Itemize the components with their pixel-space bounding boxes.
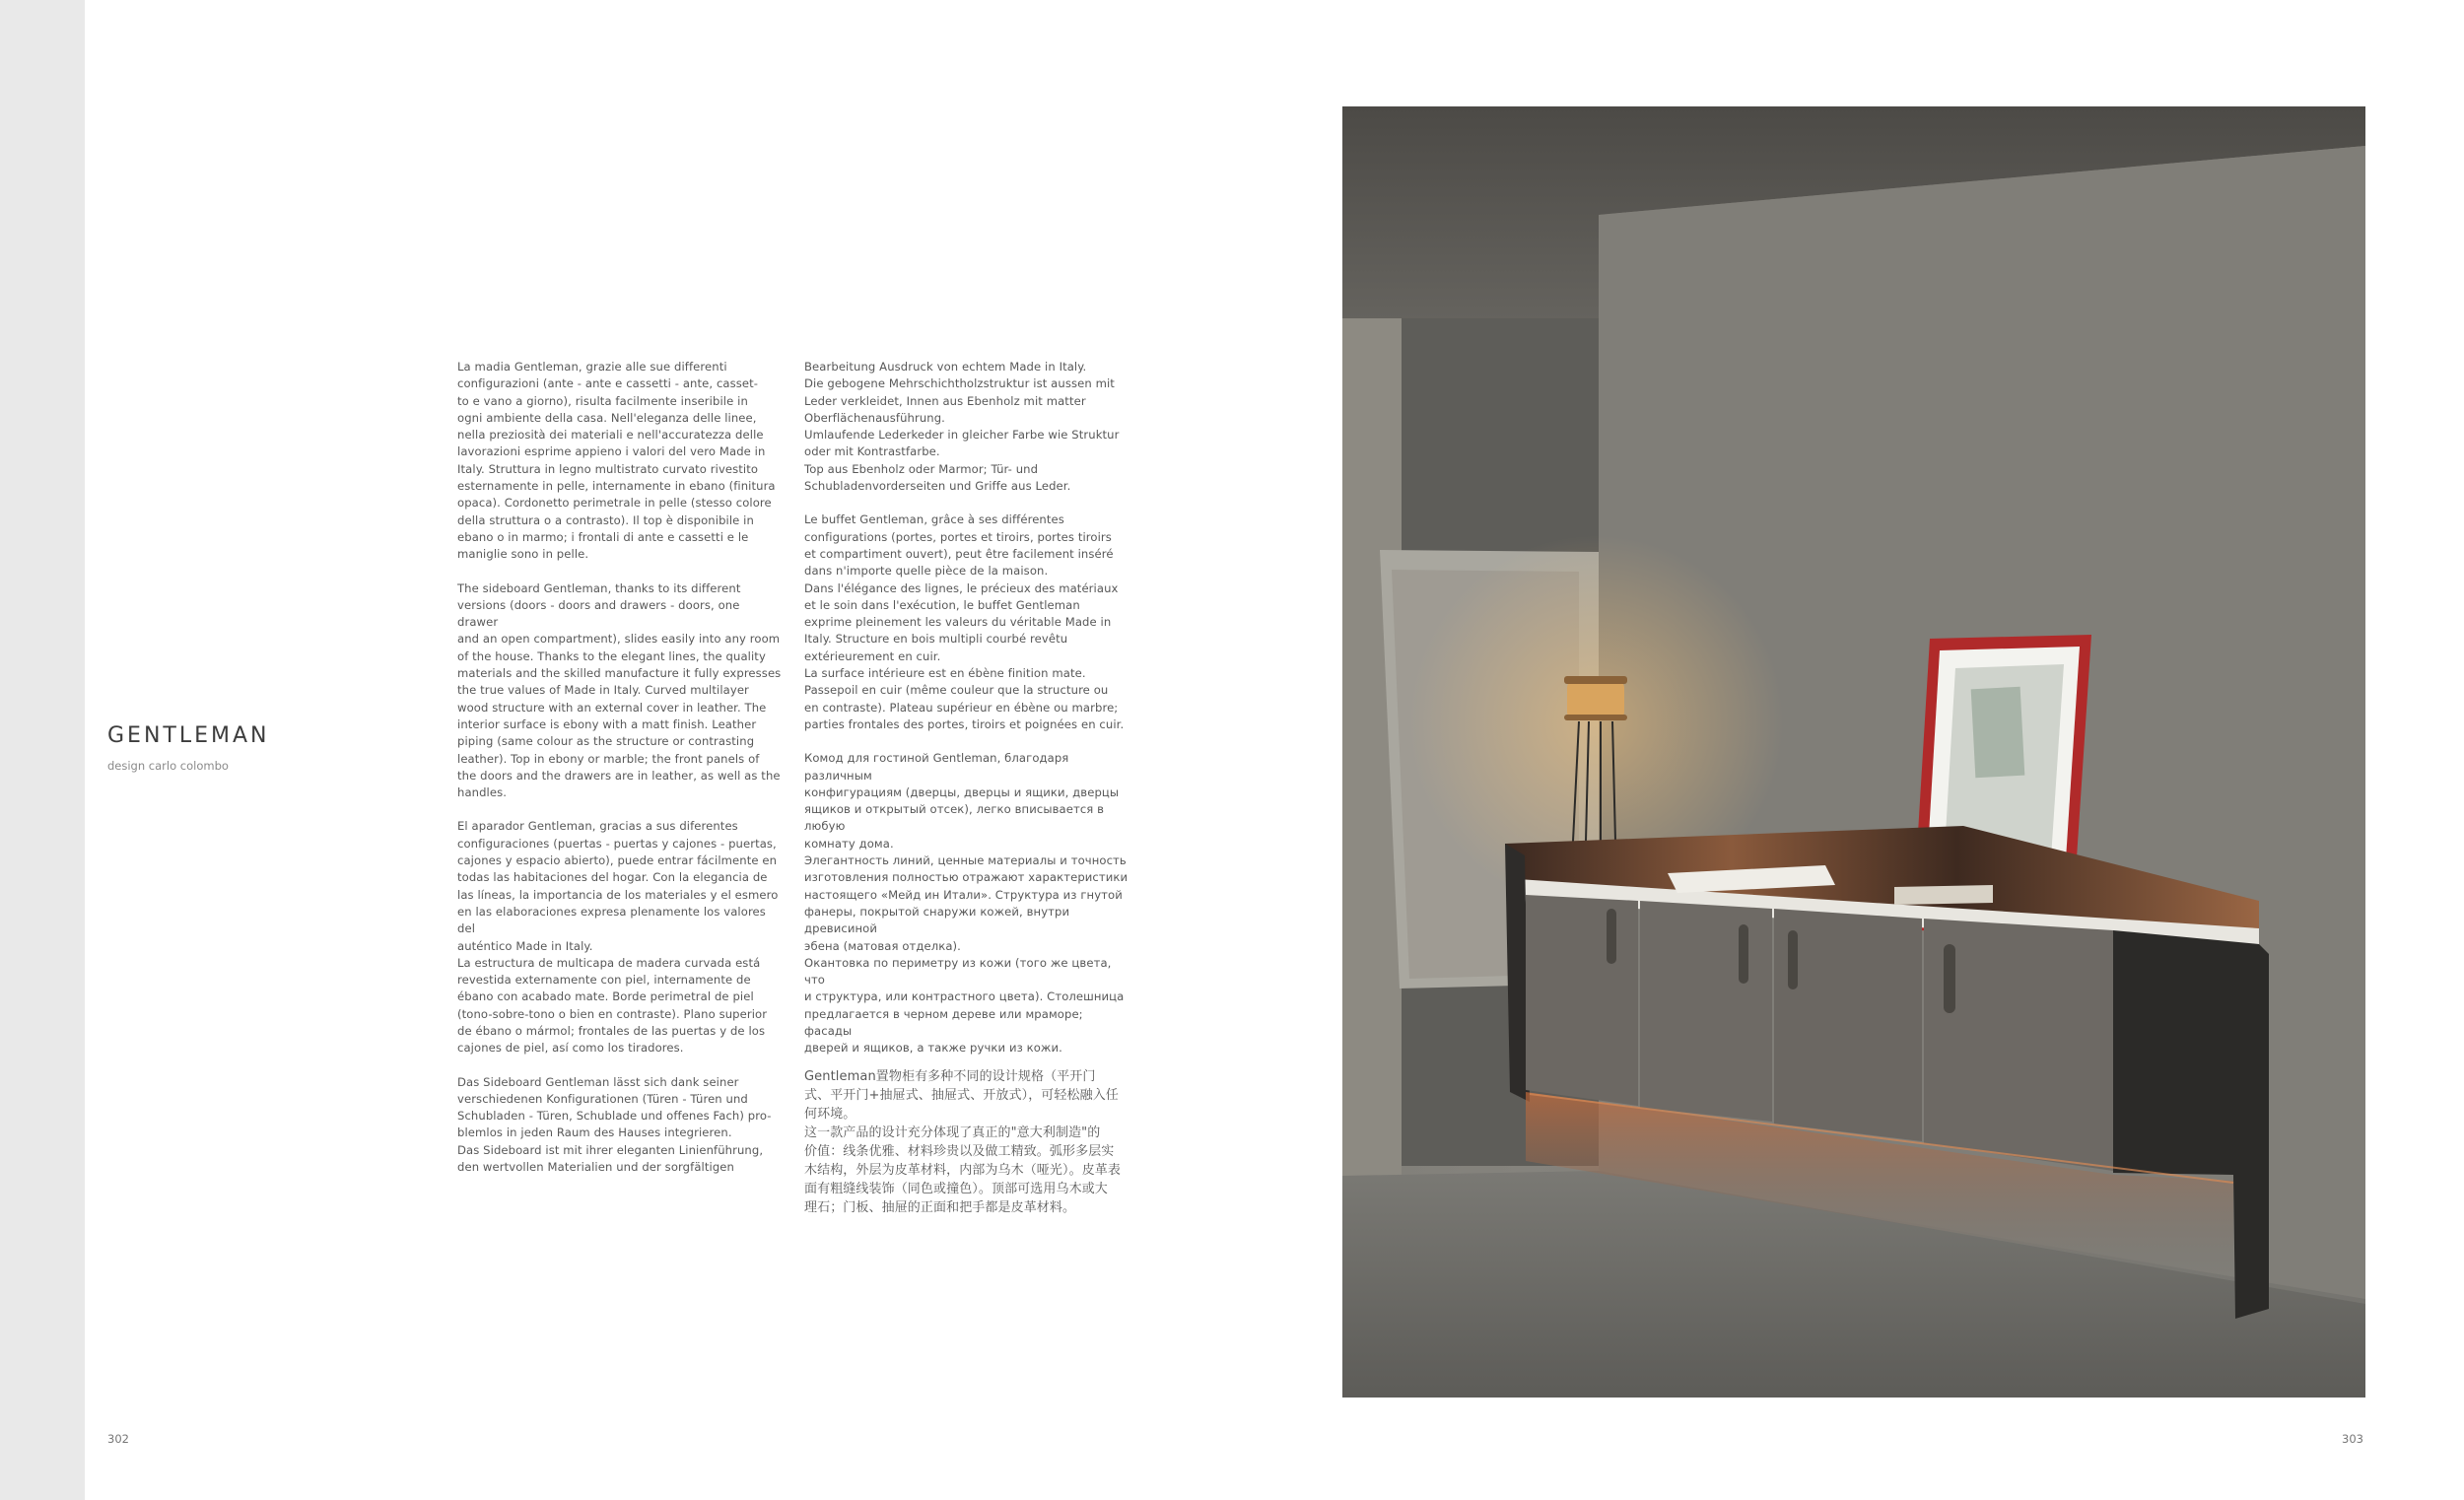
page-number-left: 302	[107, 1432, 129, 1446]
spanish-paragraph: El aparador Gentleman, gracias a sus diferentes configuraciones (puertas - puertas y cajones - puertas, cajones y espacio abierto), puede entrar fácilmente en todas las habitaciones del hogar. Con la elegancia de las líneas, la importancia de los materiales y el esmero en las elaboraciones expresa plenamente los valores del auténtico Made in Italy. La estructura de multicapa de madera curvada está revestida externamente con piel, internamente de ébano con acabado mate. Borde perimetral de piel (tono-sobre-tono o bien en contraste). Plano superior de ébano o mármol; frontales de las puertas y de los cajones de piel, así como los tiradores.	[457, 819, 779, 1056]
designer-credit: design carlo colombo	[107, 759, 229, 773]
german-paragraph-end: Bearbeitung Ausdruck von echtem Made in Italy. Die gebogene Mehrschichtholzstruktur ist aussen mit Leder verkleidet, Innen aus Ebenholz mit matter Oberflächenausführung. Umlaufende Lederkeder in gleicher Farbe wie Struktur oder mit Kontrastfarbe. Top aus Ebenholz oder Marmor; Tür- und Schubladenvorderseiten und Griffe aus Leder.	[804, 360, 1120, 494]
page-number-right: 303	[2342, 1432, 2363, 1446]
russian-paragraph: Комод для гостиной Gentleman, благодаря различным конфигурациям (дверцы, дверцы и ящики, дверцы ящиков и открытый отсек), легко вписывается в любую комнату дома. Элегантность линий, ценные материалы и точность изготовления полностью отражают характеристики настоящего «Мейд ин Итали». Структура из гнутой фанеры, покрытой снаружи кожей, внутри древисиной эбена (матовая отделка). Окантовка по периметру из кожи (того же цвета, что и структура, или контрастного цвета). Столешница предлагается в черном дереве или мраморе; фасады дверей и ящиков, а также ручки из кожи.	[804, 751, 1129, 1056]
text-column-left	[457, 359, 783, 1193]
text-column-right	[804, 359, 1129, 1234]
lamp-icon	[1567, 680, 1624, 719]
french-paragraph: Le buffet Gentleman, grâce à ses différentes configurations (portes, portes et tiroirs, portes tiroirs et compartiment ouvert), peut être facilement inséré dans n'importe quelle pièce de la maison. Dans l'élégance des lignes, le précieux des matériaux et le soin dans l'exécution, le buffet Gentleman exprime pleinement les valeurs du véritable Made in Italy. Structure en bois multipli courbé revêtu extérieurement en cuir. La surface intérieure est en ébène finition mate. Passepoil en cuir (même couleur que la structure ou en contraste). Plateau supérieur en ébène ou marbre; parties frontales des portes, tiroirs et poignées en cuir.	[804, 512, 1125, 731]
product-title: GENTLEMAN	[107, 723, 270, 748]
german-paragraph-start: Das Sideboard Gentleman lässt sich dank seiner verschiedenen Konfigurationen (Türen - Türen und Schubladen - Türen, Schublade und offenes Fach) pro- blemlos in jeden Raum des Hauses integrieren. Das Sideboard ist mit ihrer eleganten Linienführung, den wertvollen Materialien und der sorgfältigen	[457, 1074, 772, 1175]
page-gutter	[0, 0, 85, 1500]
chinese-paragraph: Gentleman置物柜有多种不同的设计规格（平开门 式、平开门+抽屉式、抽屉式、开放式），可轻松融入任 何环境。 这一款产品的设计充分体现了真正的"意大利制造"的 价值：线条优雅、材料珍贵以及做工精致。弧形多层实 木结构，外层为皮革材料，内部为乌木（哑光）。皮革表 面有粗缝线装饰（同色或撞色）。顶部可选用乌木或大 理石；门板、抽屉的正面和把手都是皮革材料。	[804, 1068, 1122, 1215]
sideboard-room-photo	[1342, 106, 2365, 1398]
italian-paragraph: La madia Gentleman, grazie alle sue differenti configurazioni (ante - ante e cassetti - ante, casset- to e vano a giorno), risulta facilmente inseribile in ogni ambiente della casa. Nell'eleganza delle linee, nella preziosità dei materiali e nell'accuratezza delle lavorazioni esprime appieno i valori del vero Made in Italy. Struttura in legno multistrato curvato rivestito esternamente in pelle, internamente in ebano (finitura opaca). Cordonetto perimetrale in pelle (stesso colore della struttura o a contrasto). Il top è disponibile in ebano o in marmo; i frontali di ante e cassetti e le maniglie sono in pelle.	[457, 360, 776, 562]
english-paragraph: The sideboard Gentleman, thanks to its different versions (doors - doors and drawers - doors, one drawer and an open compartment), slides easily into any room of the house. Thanks to the elegant lines, the quality materials and the skilled manufacture it fully expresses the true values of Made in Italy. Curved multilayer wood structure with an external cover in leather. The interior surface is ebony with a matt finish. Leather piping (same colour as the structure or contrasting leather). Top in ebony or marble; the front panels of the doors and the drawers are in leather, as well as the handles.	[457, 580, 782, 800]
